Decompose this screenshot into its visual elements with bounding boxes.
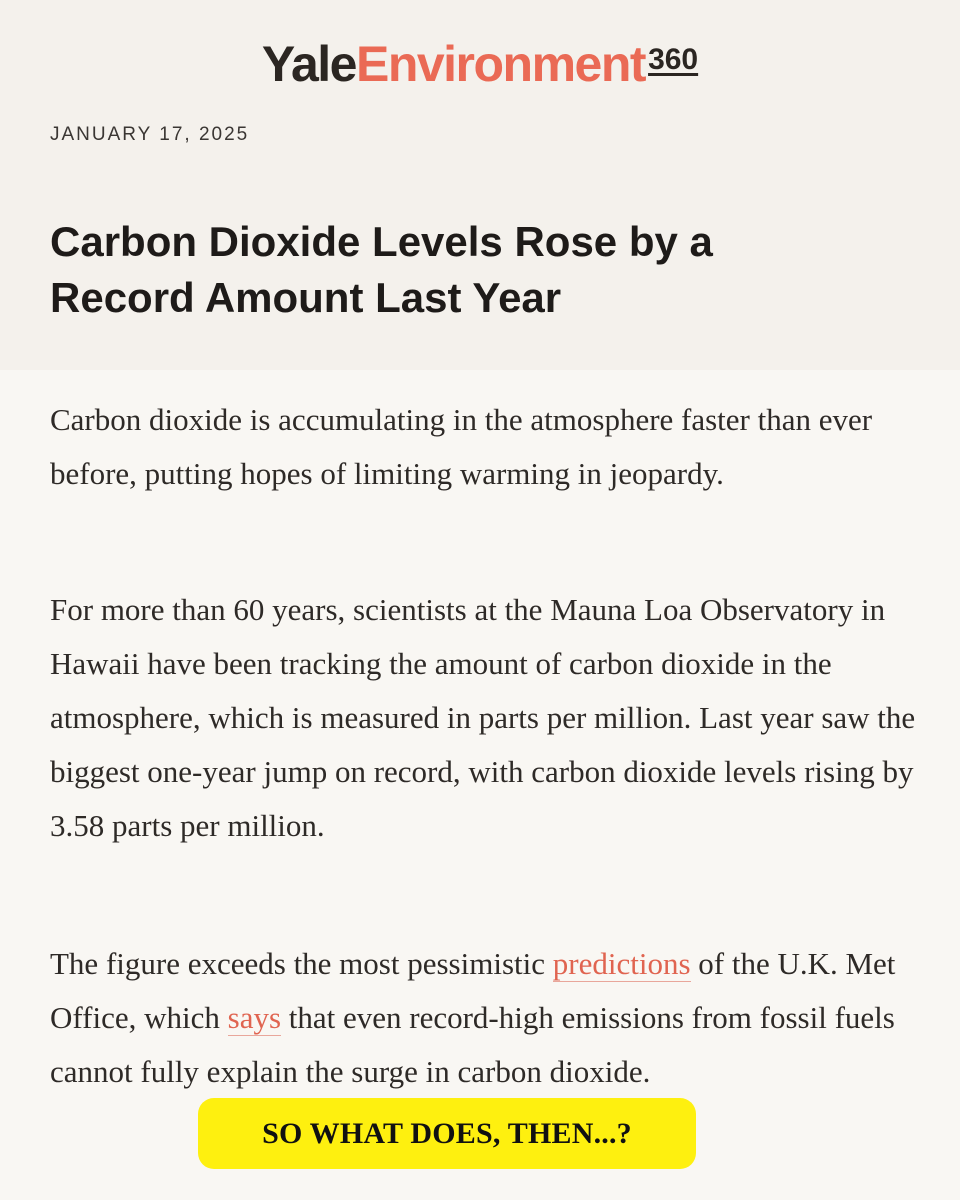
logo-360: 360: [648, 43, 699, 76]
article-headline: [50, 214, 910, 326]
headline-line-2: Record Amount Last Year: [50, 274, 562, 321]
paragraph-3-text-c: that even record-high emissions from fossil fuels cannot fully explain the surge in carbon dioxide.: [50, 1000, 895, 1089]
paragraph-3-text-b: of the U.K. Met Office, which: [50, 946, 896, 1035]
predictions-link[interactable]: predictions: [552, 946, 691, 981]
paragraph-3: [50, 937, 920, 1099]
headline-line-1: Carbon Dioxide Levels Rose by a: [50, 218, 713, 265]
paragraph-1: Carbon dioxide is accumulating in the atmosphere faster than ever before, putting hopes of limiting warming in jeopardy.: [50, 402, 873, 491]
paragraph-2: For more than 60 years, scientists at the Mauna Loa Observatory in Hawaii have been tracking the amount of carbon dioxide in the atmosphere, which is measured in parts per million. Last year saw the biggest one-year jump on record, with carbon dioxide levels rising by 3.58 parts per million.: [50, 592, 916, 843]
site-logo[interactable]: [0, 34, 960, 102]
paragraph-3-text-a: The figure exceeds the most pessimistic: [50, 946, 553, 981]
logo-yale: Yale: [261, 36, 356, 92]
article-date: JANUARY 17, 2025: [50, 124, 250, 145]
callout-banner: SO WHAT DOES, THEN...?: [198, 1098, 696, 1169]
logo-environment: Environment: [355, 36, 646, 92]
says-link[interactable]: says: [227, 1000, 282, 1035]
